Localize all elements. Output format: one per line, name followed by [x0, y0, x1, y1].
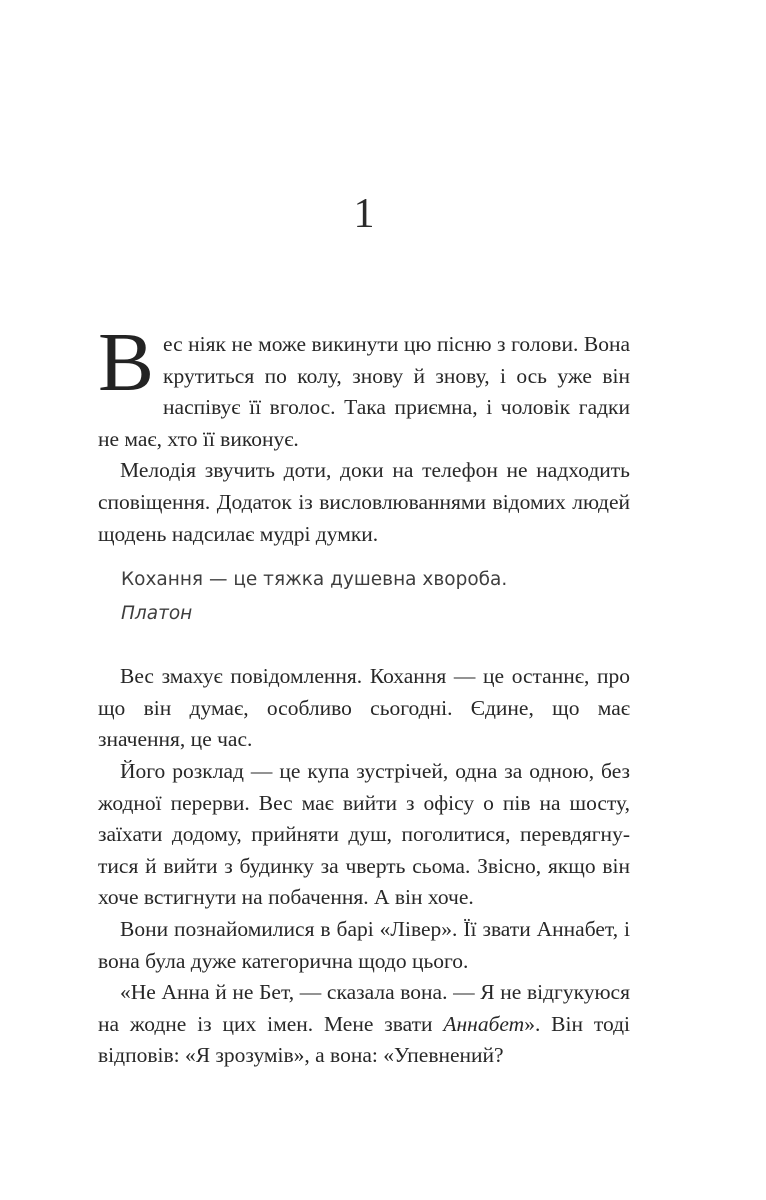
paragraph-text: ес ніяк не може викинути цю пісню з голови. Вона крутиться по колу, знову й знову, і ось уже він наспівує її вголос. Така приємна, і чоловік гадки не має, хто її виконує. — [98, 332, 630, 451]
epigraph-quote — [98, 563, 630, 631]
chapter-number: 1 — [353, 191, 375, 237]
paragraph: Його розклад — це купа зустрічей, одна за одною, без жодної перерви. Вес має вийти з офісу о пів на шосту, заїхати додому, прийняти душ, поголитися, перевдягнутися й вийти з будинку за чверть сьома. Звісно, якщо він хоче встигнути на побачення. А він хоче. — [98, 758, 630, 910]
paragraph: Мелодія звучить доти, доки на телефон не надходить сповіщення. Додаток із висловлюваннями відомих людей щодень надсилає мудрі думки. — [98, 458, 630, 546]
paragraph-text: ». Він тоді відповів: «Я зрозумів», а вона: «Упевнений? — [98, 1011, 630, 1068]
paragraph: Вони познайомилися в барі «Лівер». Її звати Аннабет, і вона була дуже категорична щодо цього. — [98, 916, 630, 973]
character-name-italic: Аннабет — [443, 1011, 525, 1036]
paragraph-opening — [98, 316, 630, 455]
drop-cap-letter: В — [98, 316, 155, 409]
quote-text: Кохання — це тяжка душевна хвороба. — [121, 569, 508, 591]
paragraph-text: «Не Анна й не Бет, — сказала вона. — Я не відгукуюся на жодне із цих імен. Мене звати — [98, 980, 630, 1036]
quote-author: Платон — [121, 603, 193, 625]
paragraph — [98, 977, 630, 1072]
chapter-text — [98, 316, 630, 1072]
paragraph: Вес змахує повідомлення. Кохання — це останнє, про що він думає, особливо сьогодні. Єдине, що має значення, це час. — [98, 664, 630, 752]
